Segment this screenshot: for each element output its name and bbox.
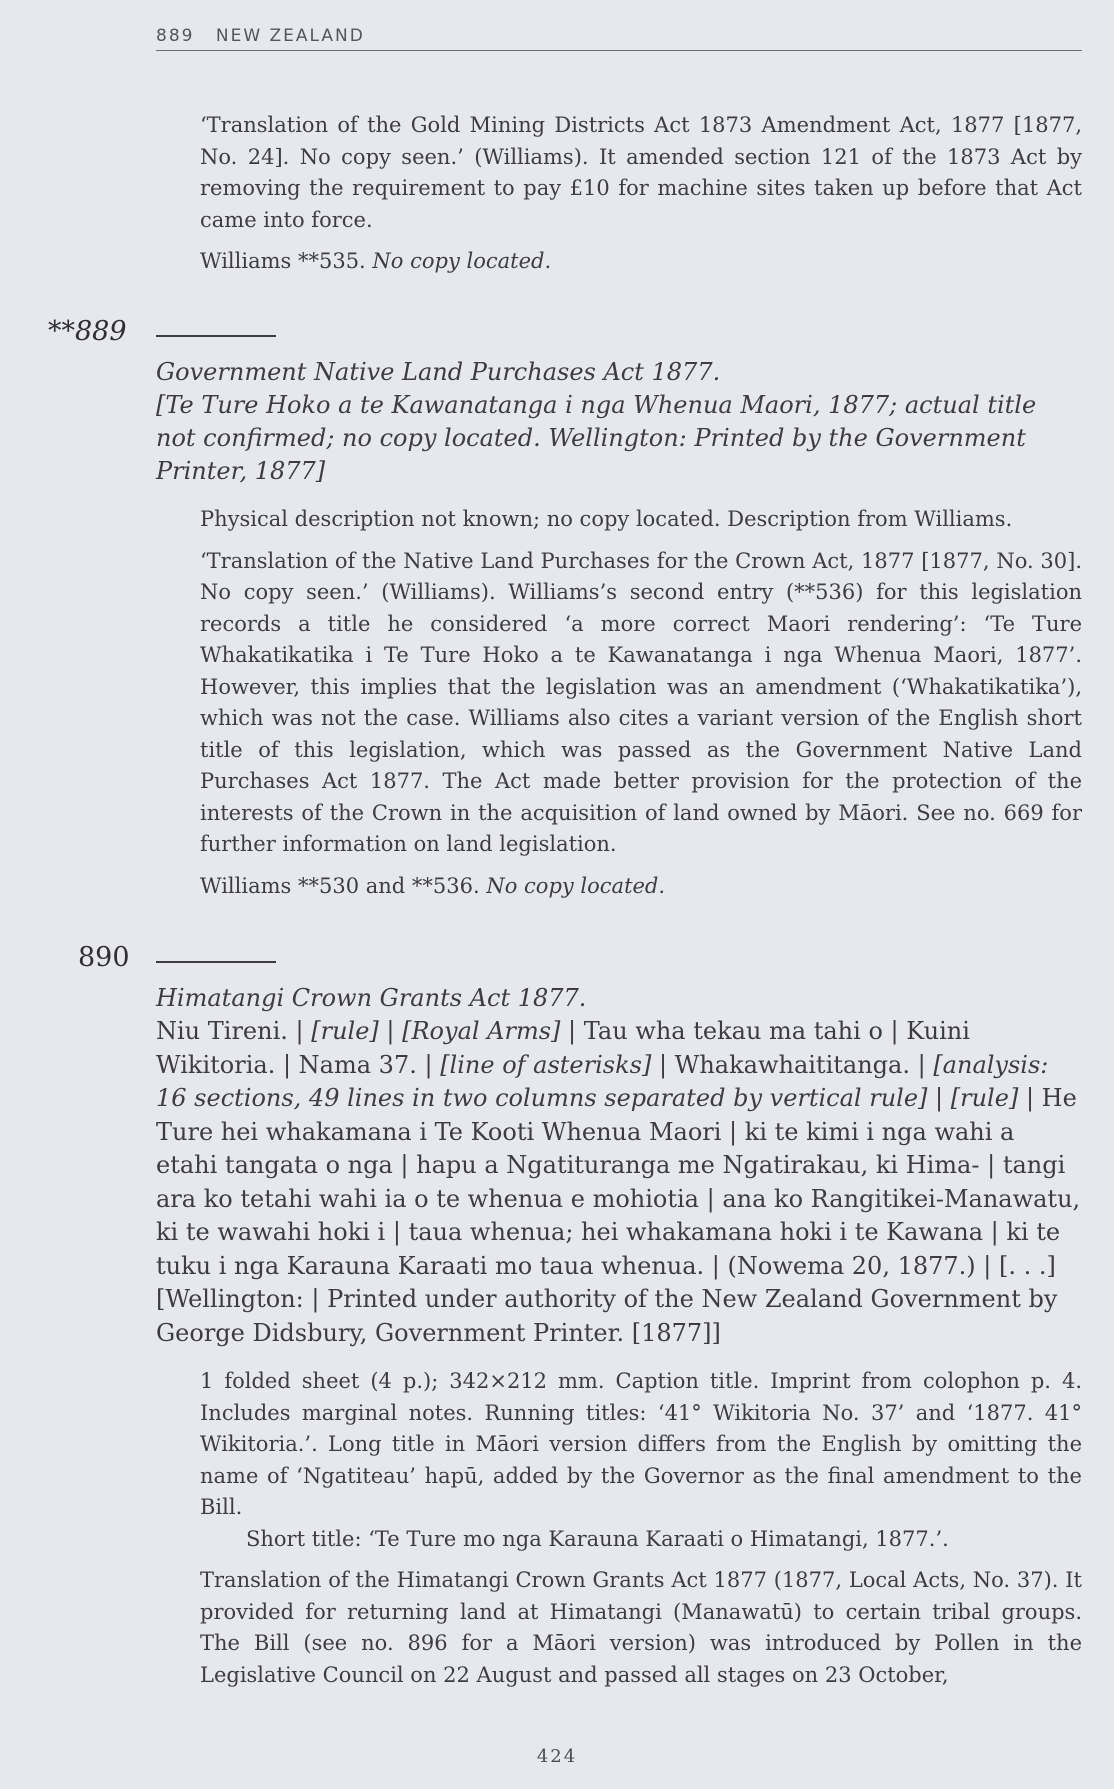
transcription-text: | Whakawhaititanga. |: [651, 1050, 934, 1079]
entry-889-bracket-title: [Te Ture Hoko a te Kawanatanga i nga Whenua Maori, 1877; actual title not confirmed; no copy located. Wellington: Printed by the Government Printer, 1877]: [156, 391, 1037, 485]
running-head-section: NEW ZEALAND: [215, 26, 365, 46]
entry-889-note: ‘Translation of the Native Land Purchases for the Crown Act, 1877 [1877, No. 30]. No copy seen.’ (Williams). Williams’s second entry (**536) for this legislation records a title he considered ‘a more correct Maori rendering’: ‘Te Ture Whakatikatika i Te Ture Hoko a te Kawanatanga i nga Whenua Maori, 1877’. However, this implies that the legislation was an amendment (‘Whakatikatika’), which was not the case. Williams also cites a variant version of the English short title of this legislation, which was passed as the Government Native Land Purchases Act 1877. The Act made better provision for the protection of the interests of the Crown in the acquisition of land owned by Māori. See no. 669 for further information on land legislation.: [200, 548, 1082, 856]
continued-entry-reference: [200, 246, 1082, 278]
transcription-text: | Tau wha tekau ma tahi o | Kuini Wikitoria. | Nama 37. |: [156, 1017, 970, 1079]
transcription-editorial: [line of asterisks]: [440, 1050, 652, 1079]
transcription-editorial: [analysis: 16 sections, 49 lines in two columns separated by vertical rule]: [156, 1050, 1049, 1112]
transcription-text: | He Ture hei whakamana i Te Kooti Whenua Maori | ki te kimi i nga wahi a etahi tangata o nga | hapu a Ngatituranga me Ngatirakau, ki Hima- | tangi ara ko tetahi wahi ia o te whenua e mohiotia | ana ko Rangitikei-Manawatu, ki te wawahi hoki i | taua whenua; hei whakamana hoki i te Kawana | ki te tuku i nga Karauna Karaati mo taua whenua. | (Nowema 20, 1877.) | [. . .] [Wellington: | Printed under authority of the New Zealand Government by George Didsbury, Government Printer. [1877]]: [156, 1084, 1081, 1347]
entry-889-rule: [156, 335, 276, 337]
reference-source: Williams **530 and **536.: [200, 873, 480, 898]
entry-890: [0, 942, 1114, 1691]
entry-890-short-title: Short title: ‘Te Ture mo nga Karauna Karaati o Himatangi, 1877.’.: [246, 1526, 949, 1551]
entry-889-number: **889: [48, 316, 127, 347]
entry-890-note: Translation of the Himatangi Crown Grants Act 1877 (1877, Local Acts, No. 37). It provided for returning land at Himatangi (Manawatū) to certain tribal groups. The Bill (see no. 896 for a Māori version) was introduced by Pollen in the Legislative Council on 22 August and passed all stages on 23 October,: [200, 1568, 1082, 1687]
transcription-editorial: [Royal Arms]: [402, 1017, 561, 1045]
entry-890-transcription: [156, 1015, 1082, 1350]
page-number: 424: [536, 1746, 578, 1767]
entry-889-body: [156, 356, 1082, 488]
entry-889-heading: [0, 316, 1114, 356]
entry-890-title: Himatangi Crown Grants Act 1877.: [156, 984, 587, 1012]
entry-890-heading: [0, 942, 1114, 982]
transcription-editorial: [rule]: [311, 1017, 379, 1045]
reference-status: No copy located.: [486, 873, 666, 898]
transcription-text: |: [378, 1017, 403, 1045]
entry-889-reference: [200, 871, 1082, 903]
entry-890-number: 890: [78, 942, 130, 973]
entry-890-rule: [156, 961, 276, 963]
entry-890-body: [156, 982, 1082, 1350]
reference-source: Williams **535.: [200, 249, 366, 273]
continued-entry-note: ‘Translation of the Gold Mining Districts Act 1873 Amendment Act, 1877 [1877, No. 24]. No copy seen.’ (Williams). It amended section 121 of the 1873 Act by removing the requirement to pay £10 for machine sites taken up before that Act came into force.: [200, 113, 1082, 232]
entry-890-physical-description: 1 folded sheet (4 p.); 342×212 mm. Caption title. Imprint from colophon p. 4. Includes marginal notes. Running titles: ‘41° Wikitoria No. 37’ and ‘1877. 41° Wikitoria.’. Long title in Māori version differs from the English by omitting the name of ‘Ngatiteau’ hapū, added by the Governor as the final amendment to the Bill.: [200, 1369, 1082, 1519]
entry-889: [0, 316, 1114, 902]
running-head: [156, 26, 1082, 51]
continued-entry: [0, 110, 1114, 278]
transcription-editorial: [rule]: [950, 1084, 1019, 1112]
running-head-entry-number: 889: [156, 26, 195, 46]
entry-889-physical-description: Physical description not known; no copy located. Description from Williams.: [200, 507, 1013, 531]
entry-889-title: Government Native Land Purchases Act 1877.: [156, 358, 721, 386]
transcription-text: |: [927, 1084, 951, 1112]
transcription-text: Niu Tireni. |: [156, 1017, 312, 1045]
reference-status: No copy located.: [372, 249, 552, 273]
